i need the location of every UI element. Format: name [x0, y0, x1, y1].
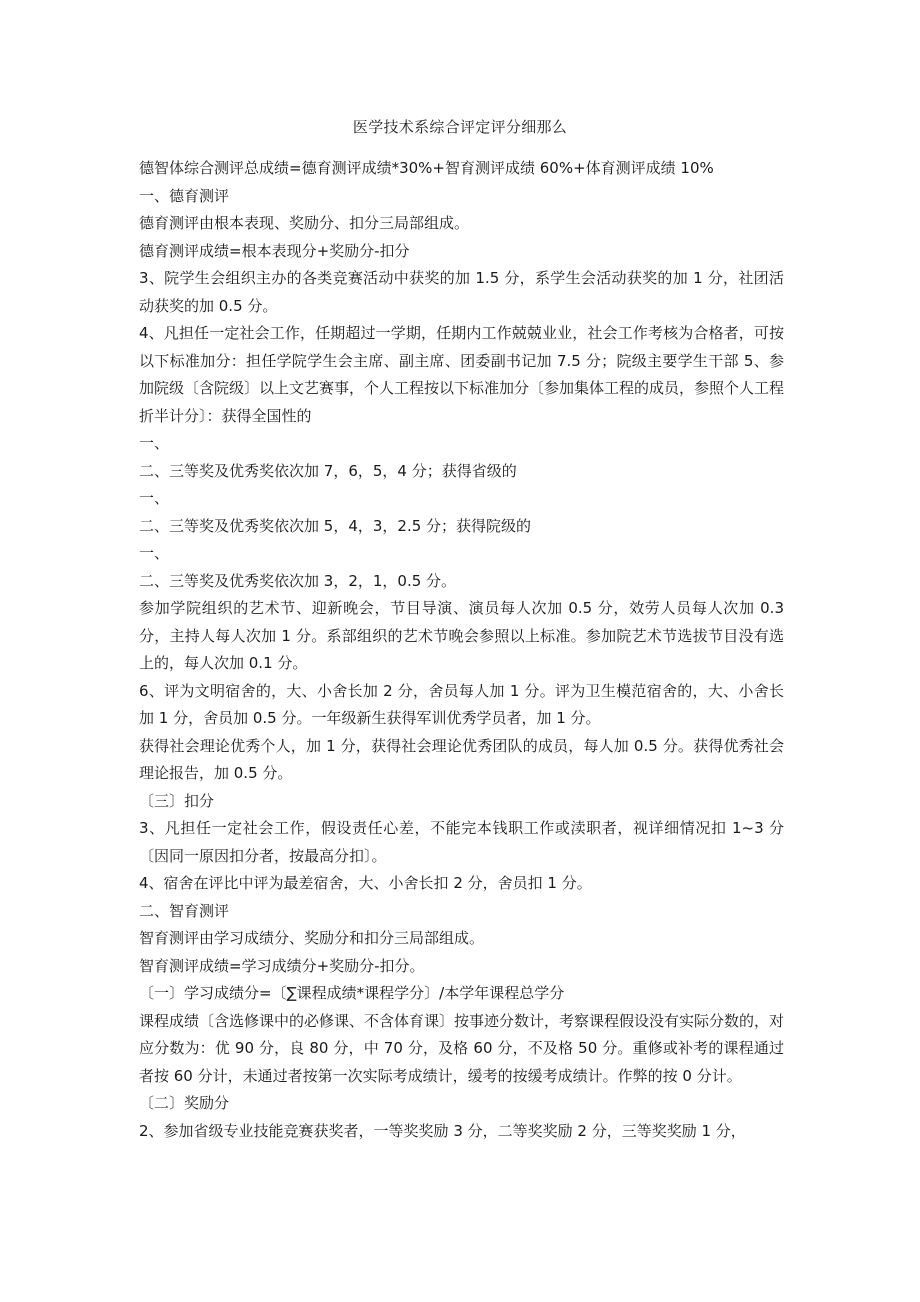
paragraph: 二、三等奖及优秀奖依次加 5，4，3，2.5 分；获得院级的 — [139, 516, 532, 535]
paragraph: 4、宿舍在评比中评为最差宿舍，大、小舍长扣 2 分，舍员扣 1 分。 — [139, 874, 592, 892]
paragraph: 德育测评由根本表现、奖励分、扣分三局部组成。 — [139, 214, 470, 232]
document-body — [139, 155, 784, 1145]
paragraph: 智育测评由学习成绩分、奖励分和扣分三局部组成。 — [139, 929, 485, 947]
document-title: 医学技术系综合评定评分细那么 — [352, 118, 568, 136]
paragraph: 3、院学生会组织主办的各类竞赛活动中获奖的加 1.5 分，系学生会活动获奖的加 1 分，社团活动获奖的加 0.5 分。 — [139, 269, 784, 315]
paragraph: 二、智育测评 — [139, 901, 230, 920]
paragraph: 4、凡担任一定社会工作，任期超过一学期，任期内工作兢兢业业，社会工作考核为合格者，可按以下标准加分：担任学院学生会主席、副主席、团委副书记加 7.5 分；院级主要学生干部 5、参加院级〔含院级〕以上文艺赛事，个人工程按以下标准加分〔参加集体工程的成员，参照个人工程折半计分〕：获得全国性的 — [139, 324, 785, 425]
paragraph: 6、评为文明宿舍的，大、小舍长加 2 分，舍员每人加 1 分。评为卫生模范宿舍的，大、小舍长加 1 分，舍员加 0.5 分。一年级新生获得军训优秀学员者，加 1 分。 — [139, 681, 784, 727]
paragraph: 〔一〕学习成绩分=〔∑课程成绩*课程学分〕/本学年课程总学分 — [139, 984, 565, 1002]
paragraph: 参加学院组织的艺术节、迎新晚会，节目导演、演员每人次加 0.5 分，效劳人员每人次加 0.3 分，主持人每人次加 1 分。系部组织的艺术节晚会参照以上标准。参加院艺术节选拔节目没有选上的，每人次加 0.1 分。 — [139, 599, 784, 672]
paragraph: 一、德育测评 — [139, 186, 230, 205]
paragraph: 课程成绩〔含选修课中的必修课、不含体育课〕按事迹分数计，考察课程假设没有实际分数的，对应分数为：优 90 分，良 80 分，中 70 分，及格 60 分，不及格 50 分。重修或补考的课程通过者按 60 分计，未通过者按第一次实际考成绩计，缓考的按缓考成绩计。作弊的按 0 分计。 — [139, 1011, 785, 1085]
paragraph: 德智体综合测评总成绩=德育测评成绩*30%+智育测评成绩 60%+体育测评成绩 10% — [139, 159, 714, 177]
paragraph: 二、三等奖及优秀奖依次加 3，2，1，0.5 分。 — [139, 571, 457, 590]
paragraph: 德育测评成绩=根本表现分+奖励分-扣分 — [139, 241, 410, 260]
paragraph: 获得社会理论优秀个人，加 1 分，获得社会理论优秀团队的成员，每人加 0.5 分。获得优秀社会理论报告，加 0.5 分。 — [139, 736, 784, 782]
paragraph: 一、 — [139, 489, 170, 507]
paragraph: 智育测评成绩=学习成绩分+奖励分-扣分。 — [139, 956, 425, 975]
paragraph: 一、 — [139, 544, 170, 562]
paragraph: 2、参加省级专业技能竞赛获奖者，一等奖奖励 3 分，二等奖奖励 2 分，三等奖奖励 1 分， — [139, 1121, 746, 1140]
paragraph: 〔二〕奖励分 — [139, 1094, 230, 1112]
paragraph: 二、三等奖及优秀奖依次加 7，6，5，4 分；获得省级的 — [139, 461, 517, 480]
paragraph: 一、 — [139, 434, 170, 452]
paragraph: 〔三〕扣分 — [139, 791, 215, 810]
paragraph: 3、凡担任一定社会工作，假设责任心差，不能完本钱职工作或渎职者，视详细情况扣 1~3 分〔因同一原因扣分者，按最高分扣〕。 — [139, 819, 784, 865]
